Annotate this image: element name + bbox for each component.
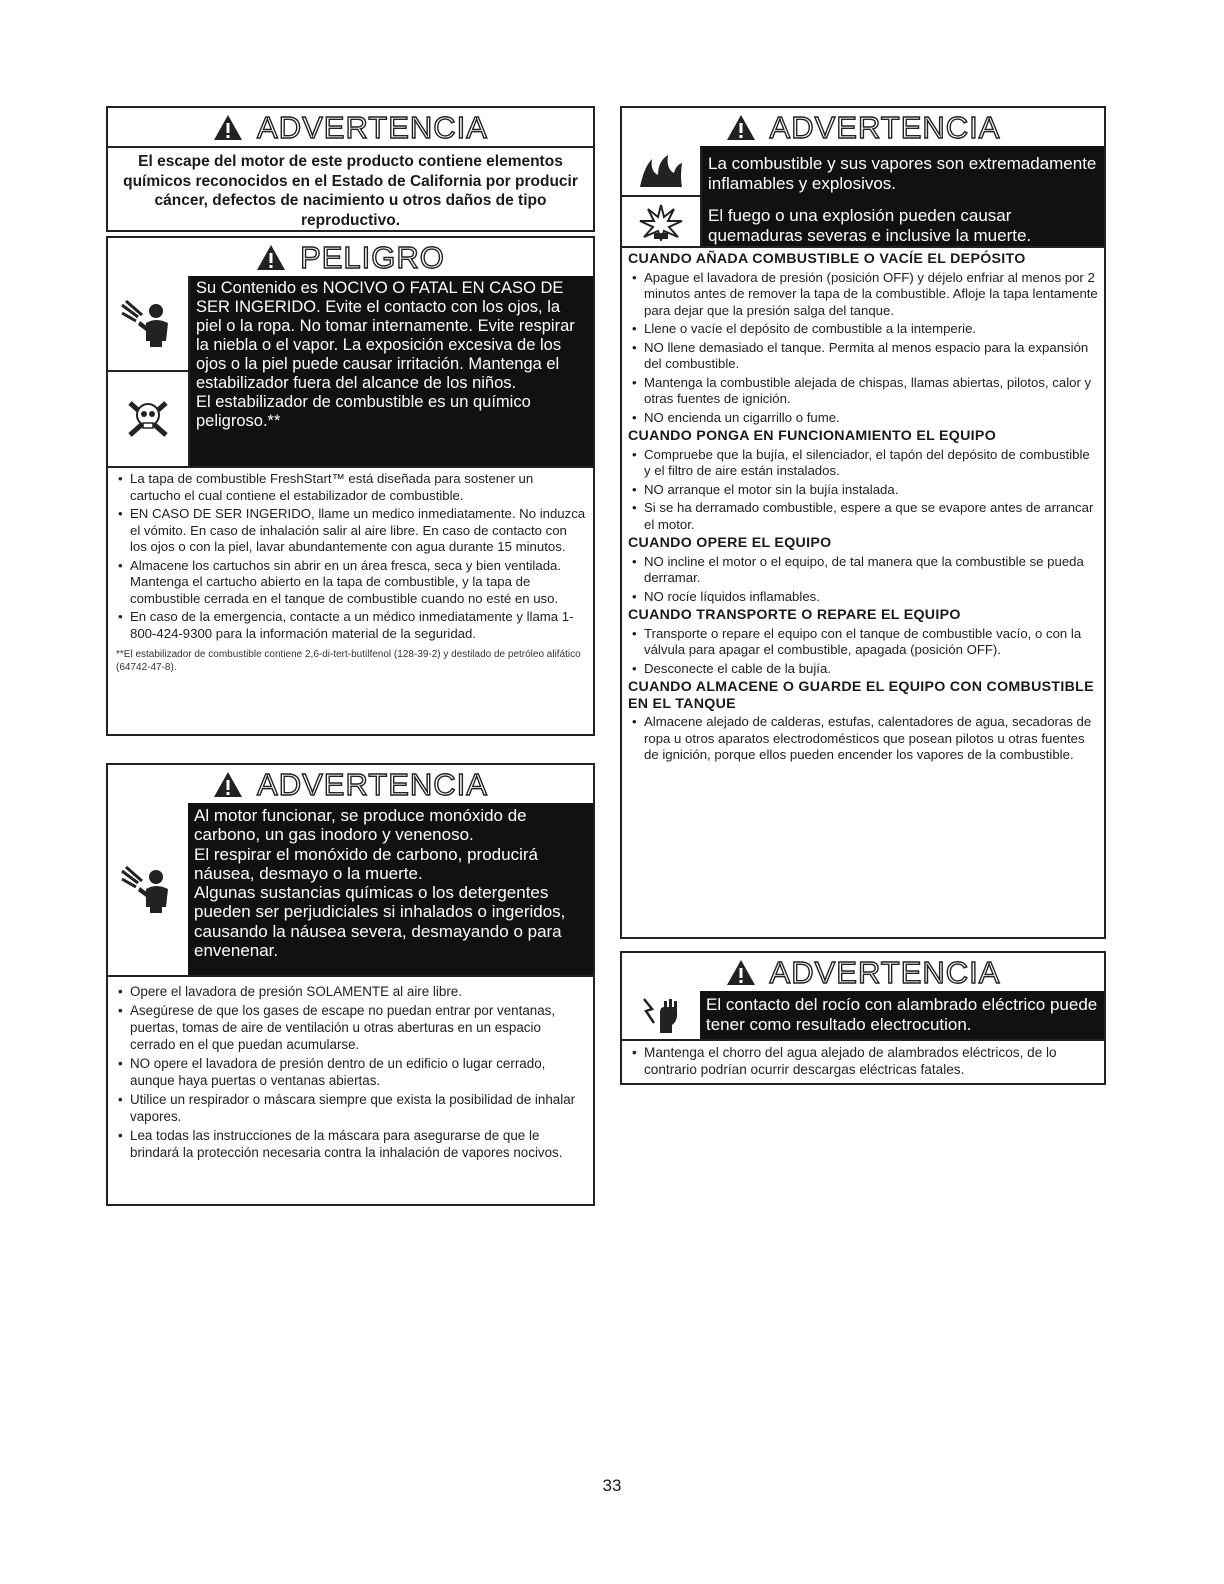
danger-message: Su Contenido es NOCIVO O FATAL EN CASO DE SER INGERIDO. Evite el contacto con los ojos, la piel o la ropa. No tomar internamente. Evite respirar la niebla o el vapor. La exposición excesiva de los ojos o la piel puede causar irritación. Mantenga el estabilizador fuera del alcance de los niños. bbox=[196, 279, 575, 392]
list-item: • Transporte o repare el equipo con el tanque de combustible vacío, o con la válvula para apagar el combustible, apagada (posición OFF). bbox=[630, 626, 1098, 659]
co-warning-message: Al motor funcionar, se produce monóxido de carbono, un gas inodoro y venenoso. bbox=[194, 806, 527, 845]
danger-bullet-list bbox=[108, 468, 593, 648]
footnote: **El estabilizador de combustible contiene 2,6-di-tert-butilfenol (128-39-2) y destilado de petróleo alifático (64742-47-8). bbox=[116, 649, 581, 673]
list-item: • Si se ha derramado combustible, espere a que se evapore antes de arrancar el motor. bbox=[630, 500, 1098, 533]
carbon-monoxide-warning-box bbox=[106, 763, 595, 1206]
electrical-warning-box bbox=[620, 951, 1106, 1085]
fire-icon bbox=[622, 146, 700, 195]
section-title: CUANDO PONGA EN FUNCIONAMIENTO EL EQUIPO bbox=[628, 428, 997, 444]
transport-bullet-list bbox=[622, 624, 1104, 678]
warning-title: ADVERTENCIA bbox=[769, 954, 1001, 990]
warning-triangle-icon bbox=[213, 114, 243, 141]
page-number: 33 bbox=[602, 1476, 622, 1495]
list-item: • Mantenga el chorro del agua alejado de alambrados eléctricos, de lo contrario podrían ocurrir descargas eléctricas fatales. bbox=[630, 1044, 1098, 1078]
list-item: • Apague el lavadora de presión (posición OFF) y déjelo enfriar al menos por 2 minutos antes de remover la tapa de la combustible. Afloje la tapa lentamente para dejar que la presión salga del tanque. bbox=[630, 270, 1098, 320]
warning-title: ADVERTENCIA bbox=[257, 109, 488, 145]
section-title: CUANDO TRANSPORTE O REPARE EL EQUIPO bbox=[628, 607, 961, 623]
list-item: • La tapa de combustible FreshStart™ está diseñada para sostener un cartucho el cual contiene el estabilizador de combustible. bbox=[116, 471, 587, 504]
list-item: • NO encienda un cigarrillo o fume. bbox=[630, 410, 1098, 427]
list-item: • Lea todas las instrucciones de la máscara para asegurarse de que le brindará la protección necesaria contra la inhalación de vapores nocivos. bbox=[116, 1127, 587, 1161]
section-title: CUANDO ALMACENE O GUARDE EL EQUIPO CON COMBUSTIBLE EN EL TANQUE bbox=[628, 679, 1094, 712]
electrical-bullet-list bbox=[622, 1041, 1104, 1084]
california-warning-text: El escape del motor de este producto contiene elementos químicos reconocidos en el Estado de California por producir cáncer, defectos de nacimiento u otros daños de tipo reproductivo. bbox=[123, 153, 578, 229]
list-item: • Asegúrese de que los gases de escape no puedan entrar por ventanas, puertas, tomas de aire de ventilación u otras aberturas en un espacio cerrado en el que puedan acumularse. bbox=[116, 1002, 587, 1053]
warning-header bbox=[108, 108, 593, 146]
warning-triangle-icon bbox=[256, 244, 286, 271]
fuel-warning-message: La combustible y sus vapores son extremadamente inflamables y explosivos. bbox=[708, 154, 1097, 193]
danger-header bbox=[108, 238, 593, 276]
list-item: • NO opere el lavadora de presión dentro de un edificio o lugar cerrado, aunque haya puertas o ventanas abiertas. bbox=[116, 1055, 587, 1089]
toxic-fumes-icon bbox=[108, 803, 188, 975]
section-title: CUANDO OPERE EL EQUIPO bbox=[628, 535, 832, 551]
fuel-warning-message: El fuego o una explosión pueden causar quemaduras severas e inclusive la muerte. bbox=[708, 206, 1032, 245]
list-item: • Mantenga la combustible alejada de chispas, llamas abiertas, pilotos, calor y otras fuentes de ignición. bbox=[630, 375, 1098, 408]
list-item: • Utilice un respirador o máscara siempre que exista la posibilidad de inhalar vapores. bbox=[116, 1091, 587, 1125]
co-warning-bullet-list bbox=[108, 977, 593, 1167]
list-item: • Llene o vacíe el depósito de combustible a la intemperie. bbox=[630, 321, 1098, 338]
fuel-warning-box bbox=[620, 106, 1106, 939]
storage-bullet-list bbox=[622, 712, 1104, 770]
danger-title: PELIGRO bbox=[300, 239, 445, 275]
explosion-icon bbox=[622, 195, 700, 246]
section-title: CUANDO AÑADA COMBUSTIBLE O VACÍE EL DEPÓSITO bbox=[628, 251, 1026, 267]
list-item: • Almacene alejado de calderas, estufas, calentadores de agua, secadoras de ropa u otros aparatos electrodomésticos que posean pilotos u otras fuentes de ignición, porque ellos pueden encender los vapores de la combustible. bbox=[630, 714, 1098, 764]
warning-header bbox=[622, 108, 1104, 146]
warning-title: ADVERTENCIA bbox=[769, 109, 1001, 145]
operating-bullet-list bbox=[622, 552, 1104, 606]
warning-triangle-icon bbox=[726, 959, 756, 986]
fueling-bullet-list bbox=[622, 268, 1104, 427]
warning-title: ADVERTENCIA bbox=[257, 766, 488, 802]
skull-crossbones-icon bbox=[108, 370, 188, 466]
co-warning-message: Algunas sustancias químicas o los detergentes pueden ser perjudiciales si inhalados o ingeridos, causando la náusea severa, desmayando o para envenenar. bbox=[194, 883, 566, 961]
california-warning-box bbox=[106, 106, 595, 232]
danger-message: El estabilizador de combustible es un químico peligroso.** bbox=[196, 393, 531, 430]
electrical-warning-message: El contacto del rocío con alambrado eléctrico puede tener como resultado electrocution. bbox=[706, 995, 1098, 1034]
toxic-vapor-icon bbox=[108, 276, 188, 370]
danger-box bbox=[106, 236, 595, 736]
list-item: • Compruebe que la bujía, el silenciador, el tapón del depósito de combustible y el filtro de aire están instalados. bbox=[630, 447, 1098, 480]
list-item: • NO incline el motor o el equipo, de tal manera que la combustible se pueda derramar. bbox=[630, 554, 1098, 587]
list-item: • NO arranque el motor sin la bujía instalada. bbox=[630, 482, 1098, 499]
list-item: • EN CASO DE SER INGERIDO, llame un medico inmediatamente. No induzca el vómito. En caso de inhalación salir al aire libre. En caso de contacto con los ojos o con la piel, lavar abundantemente con agua durante 15 minutos. bbox=[116, 506, 587, 556]
warning-header bbox=[622, 953, 1104, 991]
warning-header bbox=[108, 765, 593, 803]
list-item: • NO llene demasiado el tanque. Permita al menos espacio para la expansión del combustible. bbox=[630, 340, 1098, 373]
co-warning-message: El respirar el monóxido de carbono, producirá náusea, desmayo o la muerte. bbox=[194, 844, 538, 883]
list-item: • Opere el lavadora de presión SOLAMENTE al aire libre. bbox=[116, 983, 587, 1000]
warning-triangle-icon bbox=[213, 771, 243, 798]
list-item: • Almacene los cartuchos sin abrir en un área fresca, seca y bien ventilada. Mantenga el cartucho abierto en la tapa de combustible, y la tapa de combustible cerrada en el tanque de combustible cuando no esté en uso. bbox=[116, 558, 587, 608]
list-item: • Desconecte el cable de la bujía. bbox=[630, 661, 1098, 678]
warning-triangle-icon bbox=[726, 114, 756, 141]
electric-shock-icon bbox=[622, 991, 700, 1039]
starting-bullet-list bbox=[622, 445, 1104, 534]
list-item: • NO rocíe líquidos inflamables. bbox=[630, 589, 1098, 606]
list-item: • En caso de la emergencia, contacte a un médico inmediatamente y llama 1-800-424-9300 para la información material de la seguridad. bbox=[116, 609, 587, 642]
